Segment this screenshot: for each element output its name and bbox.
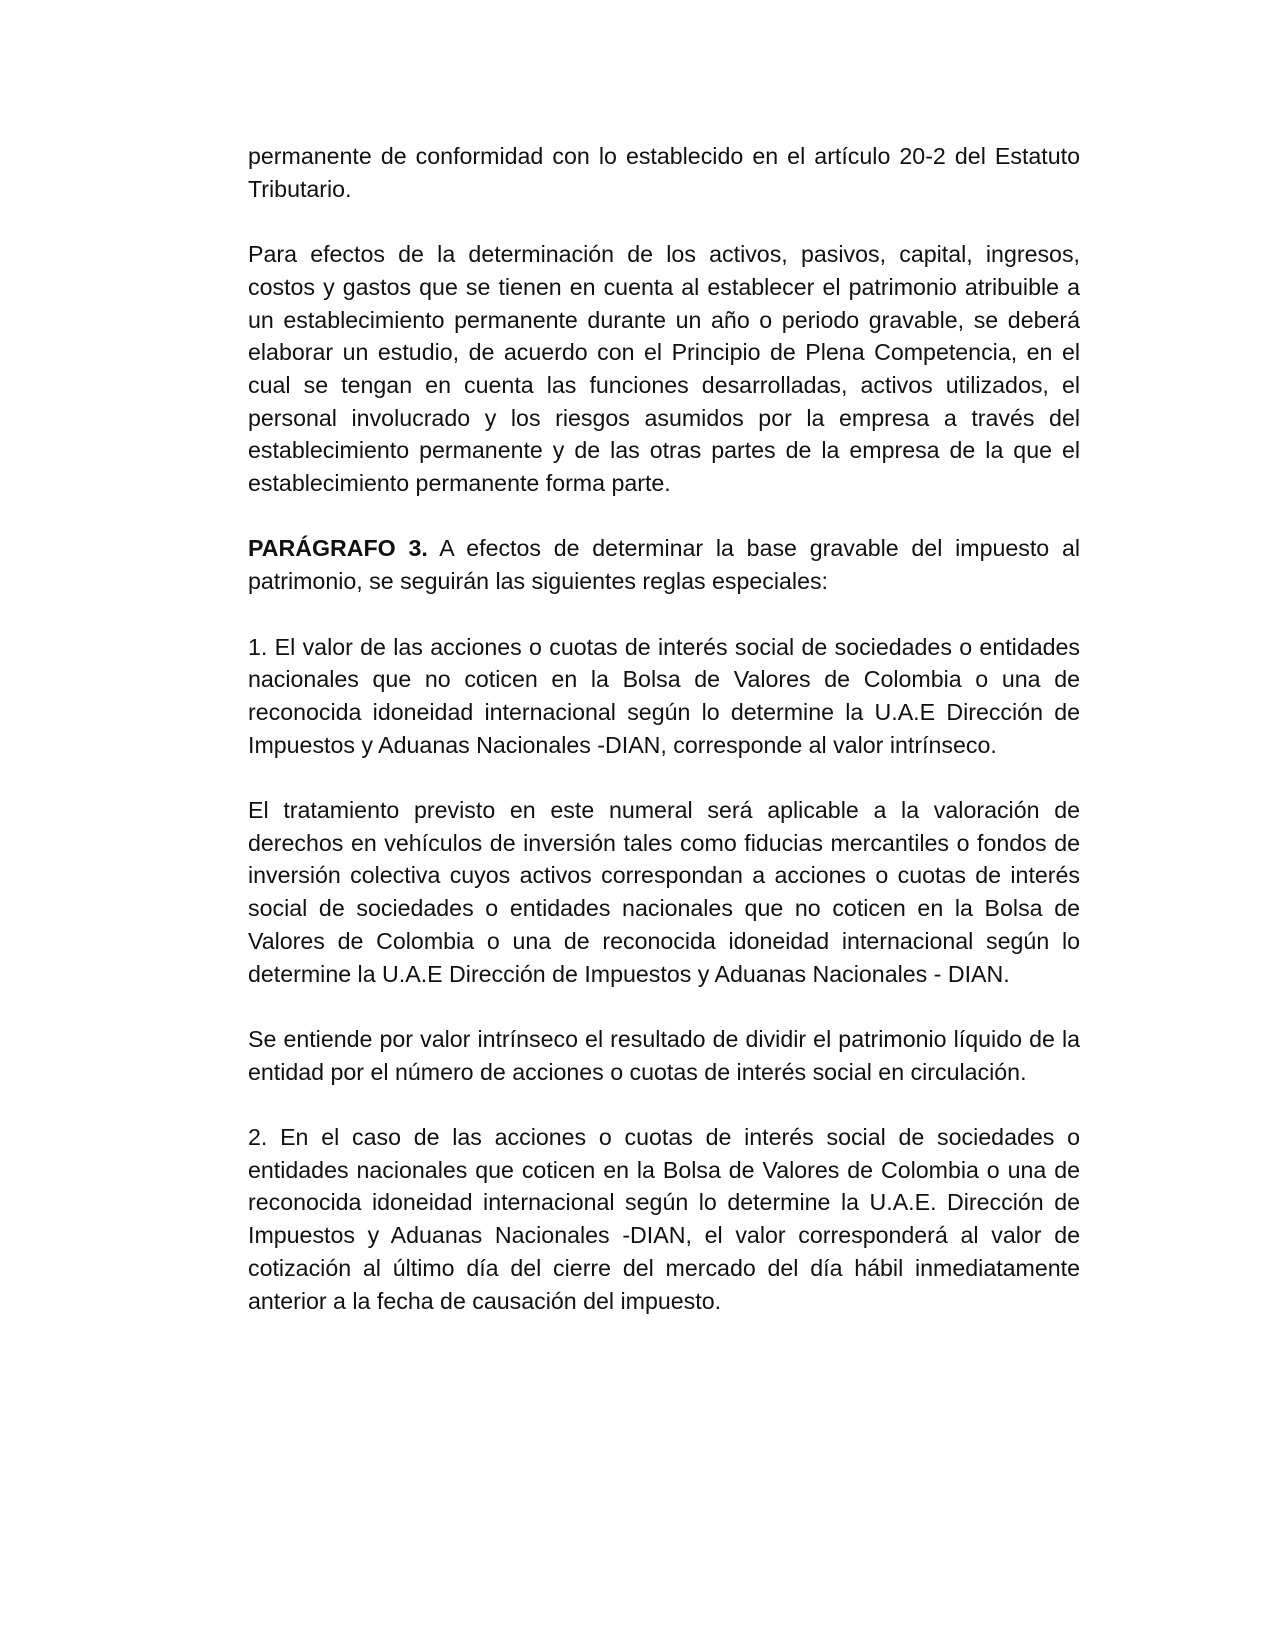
rule-1-valor-intrinseco: 1. El valor de las acciones o cuotas de interés social de sociedades o entidades nacionales que no coticen en la Bolsa de Valores de Colombia o una de reconocida idoneidad internacional según lo determine la U.A.E Dirección de Impuestos y Aduanas Nacionales -DIAN, corresponde al valor intrínseco.	[248, 633, 1080, 758]
paragraph-patrimonio-atribuible: Para efectos de la determinación de los activos, pasivos, capital, ingresos, costos y gastos que se tienen en cuenta al establecer el patrimonio atribuible a un establecimiento permanente durante un año o periodo gravable, se deberá elaborar un estudio, de acuerdo con el Principio de Plena Competencia, en el cual se tengan en cuenta las funciones desarrolladas, activos utilizados, el personal involucrado y los riesgos asumidos por la empresa a través del establecimiento permanente y de las otras partes de la empresa de la que el establecimiento permanente forma parte.	[248, 241, 1080, 497]
paragraph-vehiculos-inversion: El tratamiento previsto en este numeral será aplicable a la valoración de derechos en vehículos de inversión tales como fiducias mercantiles o fondos de inversión colectiva cuyos activos correspondan a acciones o cuotas de interés social de sociedades o entidades nacionales que no coticen en la Bolsa de Valores de Colombia o una de reconocida idoneidad internacional según lo determine la U.A.E Dirección de Impuestos y Aduanas Nacionales - DIAN.	[248, 797, 1080, 987]
paragrafo-3-heading: PARÁGRAFO 3.	[248, 535, 428, 562]
document-page	[248, 140, 1080, 1350]
rule-2-valor-cotizacion: 2. En el caso de las acciones o cuotas de interés social de sociedades o entidades nacionales que coticen en la Bolsa de Valores de Colombia o una de reconocida idoneidad internacional según lo determine la U.A.E. Dirección de Impuestos y Aduanas Nacionales -DIAN, el valor corresponderá al valor de cotización al último día del cierre del mercado del día hábil inmediatamente anterior a la fecha de causación del impuesto.	[248, 1124, 1080, 1314]
paragrafo-3-text: A efectos de determinar la base gravable del impuesto al patrimonio, se seguirán las siguientes reglas especiales:	[248, 535, 1080, 595]
paragrafo-3	[248, 532, 1080, 597]
paragraph-continuation: permanente de conformidad con lo establecido en el artículo 20-2 del Estatuto Tributario.	[248, 143, 1080, 202]
paragraph-definicion-valor-intrinseco: Se entiende por valor intrínseco el resultado de dividir el patrimonio líquido de la entidad por el número de acciones o cuotas de interés social en circulación.	[248, 1025, 1080, 1085]
